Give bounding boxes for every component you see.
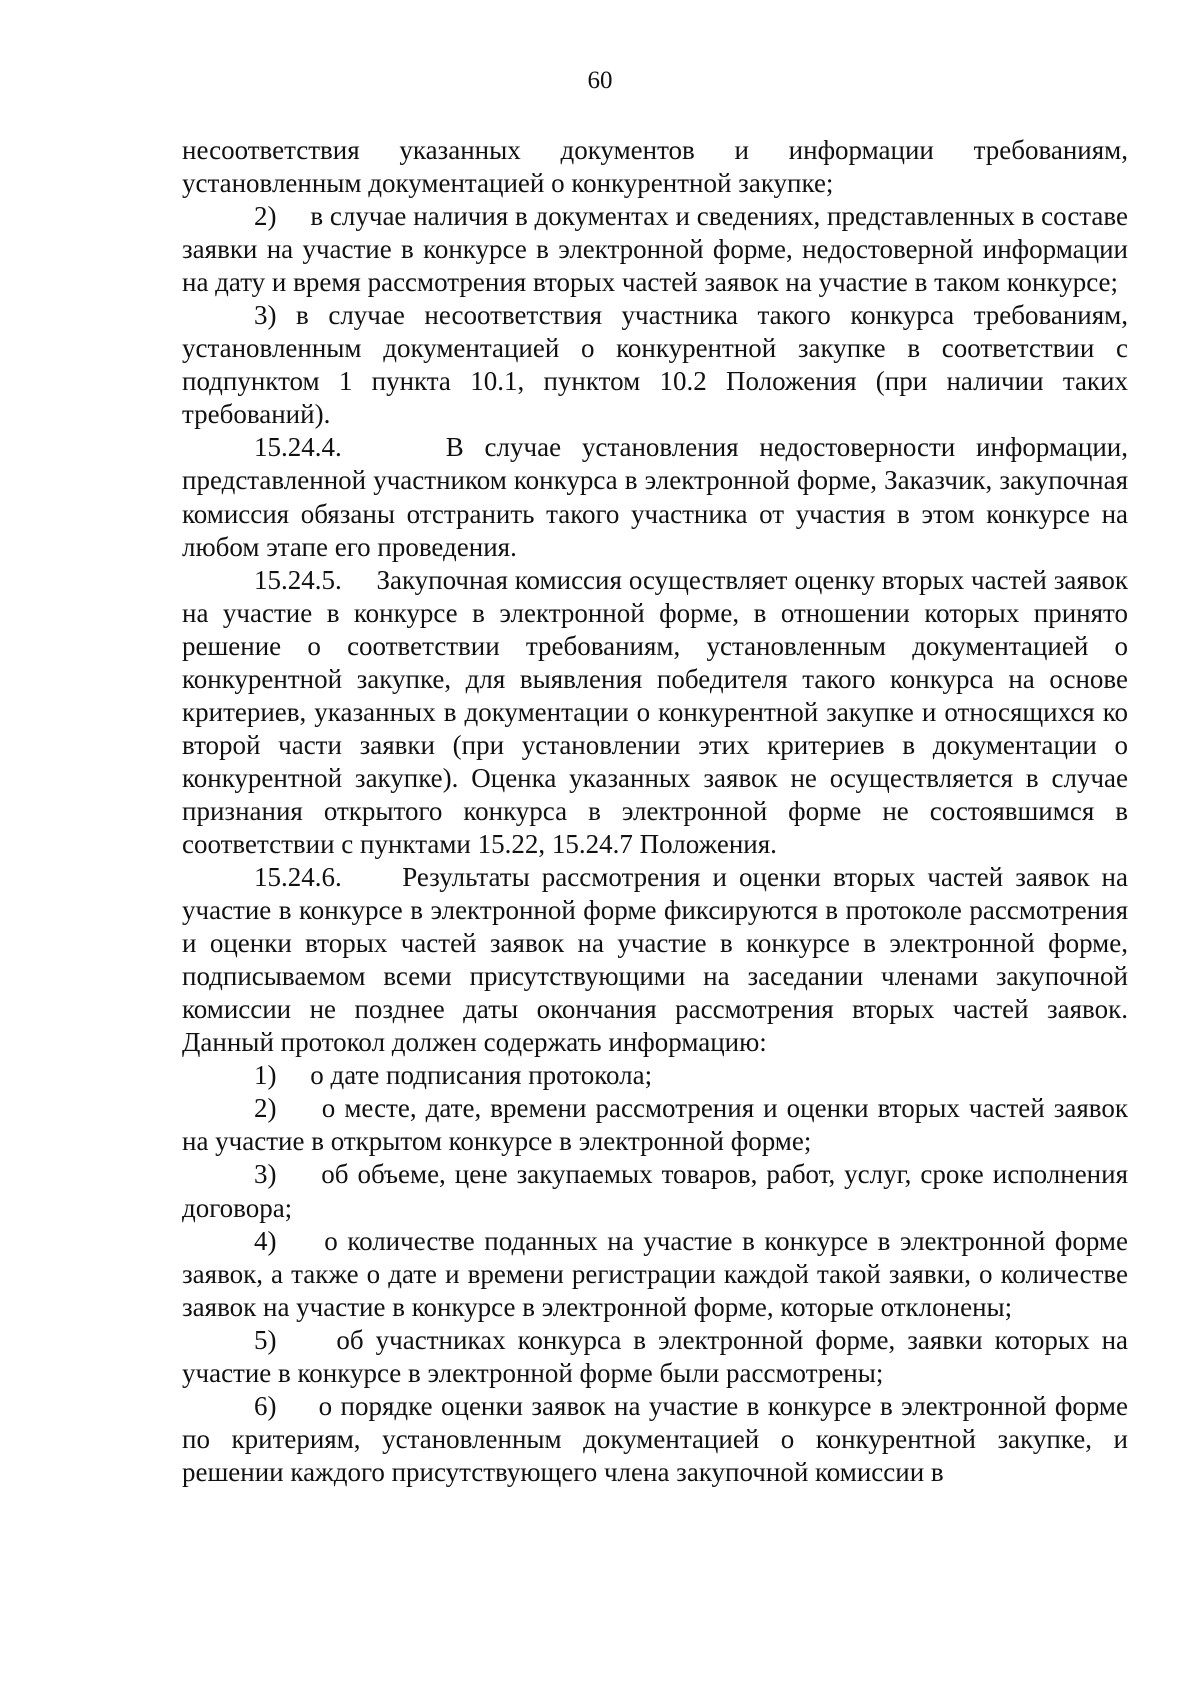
paragraph-5: 15.24.5. Закупочная комиссия осуществляет оценку вторых частей заявок на участие в конкурсе в электронной форме, в отношении которых принято решение о соответствии требованиям, установленным документацией о конкурентной закупке, для выявления победителя такого конкурса на основе критериев, указанных в документации о конкурентной закупке и относящихся ко второй части заявки (при установлении этих критериев в документации о конкурентной закупке). Оценка указанных заявок не осуществляется в случае признания открытого конкурса в электронной форме не состоявшимся в соответствии с пунктами 15.22, 15.24.7 Положения. [182, 564, 1128, 859]
paragraph-2: 2) в случае наличия в документах и сведениях, представленных в составе заявки на участие в конкурсе в электронной форме, недостоверной информации на дату и время рассмотрения вторых частей заявок на участие в таком конкурсе; [182, 201, 1128, 298]
paragraph-12: 6) о порядке оценки заявок на участие в конкурсе в электронной форме по критериям, установленным документацией о конкурентной закупке, и решении каждого присутствующего члена закупочной комиссии в [182, 1390, 1128, 1487]
paragraph-11: 5) об участниках конкурса в электронной форме, заявки которых на участие в конкурсе в электронной форме были рассмотрены; [182, 1324, 1128, 1388]
document-body [182, 134, 1128, 1489]
paragraph-9: 3) об объеме, цене закупаемых товаров, работ, услуг, сроке исполнения договора; [182, 1159, 1128, 1223]
paragraph-1: несоответствия указанных документов и информации требованиям, установленным документацией о конкурентной закупке; [182, 135, 1128, 199]
paragraph-4: 15.24.4. В случае установления недостоверности информации, представленной участником конкурса в электронной форме, Заказчик, закупочная комиссия обязаны отстранить такого участника от участия в этом конкурсе на любом этапе его проведения. [182, 432, 1128, 562]
paragraph-6: 15.24.6. Результаты рассмотрения и оценки вторых частей заявок на участие в конкурсе в электронной форме фиксируются в протоколе рассмотрения и оценки вторых частей заявок на участие в конкурсе в электронной форме, подписываемом всеми присутствующими на заседании членами закупочной комиссии не позднее даты окончания рассмотрения вторых частей заявок. Данный протокол должен содержать информацию: [182, 862, 1128, 1058]
page-number: 60 [587, 67, 613, 94]
paragraph-3: 3) в случае несоответствия участника такого конкурса требованиям, установленным документацией о конкурентной закупке в соответствии с подпунктом 1 пункта 10.1, пунктом 10.2 Положения (при наличии таких требований). [182, 300, 1128, 430]
paragraph-10: 4) о количестве поданных на участие в конкурсе в электронной форме заявок, а также о дате и времени регистрации каждой такой заявки, о количестве заявок на участие в конкурсе в электронной форме, которые отклонены; [182, 1225, 1128, 1322]
paragraph-8: 2) о месте, дате, времени рассмотрения и оценки вторых частей заявок на участие в открытом конкурсе в электронной форме; [182, 1093, 1128, 1157]
paragraph-7: 1) о дате подписания протокола; [254, 1060, 653, 1091]
